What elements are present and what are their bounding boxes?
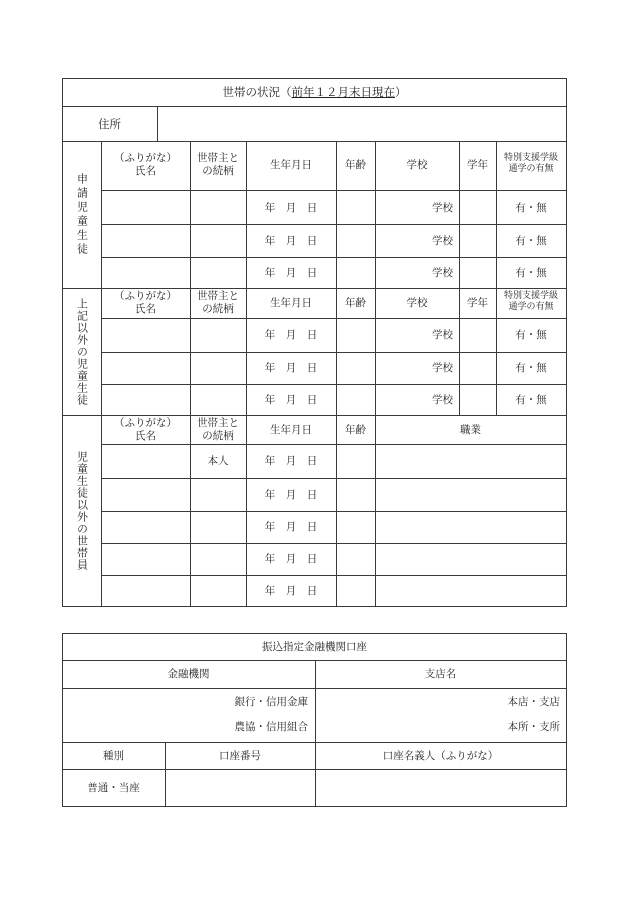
address-label: 住所 <box>98 117 121 131</box>
special-yes-no[interactable]: 有・無 <box>515 362 547 374</box>
school-suffix: 学校 <box>432 202 453 214</box>
birth-ymd: 年 月 日 <box>264 553 318 565</box>
account-number-header: 口座番号 <box>219 750 261 762</box>
birth-ymd: 年 月 日 <box>264 267 318 279</box>
birth-ymd: 年 月 日 <box>264 489 318 501</box>
title-prefix: 世帯の状況（ <box>222 85 292 99</box>
col-birth-header: 生年月日 <box>270 424 312 436</box>
special-yes-no[interactable]: 有・無 <box>515 329 547 341</box>
col-occupation-header: 職業 <box>460 424 481 436</box>
bank-section-title: 振込指定金融機関口座 <box>262 641 367 653</box>
school-suffix: 学校 <box>432 362 453 374</box>
branch-header: 支店名 <box>424 668 457 680</box>
branch-type-option-1[interactable]: 本店・支店 <box>507 696 560 708</box>
col-birth-header: 生年月日 <box>270 159 312 171</box>
account-holder-header: 口座名義人（ふりがな） <box>382 750 499 762</box>
birth-ymd: 年 月 日 <box>264 329 318 341</box>
special-yes-no[interactable]: 有・無 <box>515 267 547 279</box>
title-date-note: 前年１２月末日現在 <box>291 85 395 99</box>
col-age-header: 年齢 <box>345 424 366 436</box>
institution-header: 金融機関 <box>167 668 210 680</box>
title-suffix: ） <box>395 85 407 99</box>
col-school-header: 学校 <box>406 159 428 171</box>
school-suffix: 学校 <box>432 329 453 341</box>
birth-ymd: 年 月 日 <box>264 202 318 214</box>
account-kind-header: 種別 <box>103 750 124 762</box>
col-name-header: （ふりがな） 氏名 <box>114 417 177 443</box>
school-suffix: 学校 <box>432 235 453 247</box>
col-relation-header: 世帯主と の続柄 <box>197 290 239 316</box>
col-birth-header: 生年月日 <box>270 297 312 309</box>
birth-ymd: 年 月 日 <box>264 394 318 406</box>
col-special-header: 特別支援学級 通学の有無 <box>503 153 558 175</box>
bank-type-option-1[interactable]: 銀行・信用金庫 <box>234 696 308 708</box>
col-age-header: 年齢 <box>345 159 366 171</box>
school-suffix: 学校 <box>432 394 453 406</box>
account-number-field[interactable] <box>166 770 315 806</box>
birth-ymd: 年 月 日 <box>264 521 318 533</box>
section-other-students: 上記以外の児童生徒 <box>75 298 89 406</box>
bank-type-option-2[interactable]: 農協・信用組合 <box>234 721 308 733</box>
col-relation-header: 世帯主と の続柄 <box>197 417 239 443</box>
col-name-header: （ふりがな） 氏名 <box>114 152 177 178</box>
birth-ymd: 年 月 日 <box>264 235 318 247</box>
col-school-header: 学校 <box>406 297 428 309</box>
special-yes-no[interactable]: 有・無 <box>515 394 547 406</box>
form-title <box>62 85 567 99</box>
birth-ymd: 年 月 日 <box>264 455 318 467</box>
school-suffix: 学校 <box>432 267 453 279</box>
account-kind-options[interactable]: 普通・当座 <box>87 782 140 794</box>
special-yes-no[interactable]: 有・無 <box>515 202 547 214</box>
relation-self: 本人 <box>207 455 229 467</box>
col-special-header: 特別支援学級 通学の有無 <box>503 291 558 313</box>
account-holder-field[interactable] <box>316 770 566 806</box>
col-grade-header: 学年 <box>467 297 488 309</box>
branch-type-option-2[interactable]: 本所・支所 <box>507 721 560 733</box>
section-other-members: 児童生徒以外の世帯員 <box>75 451 89 571</box>
address-field[interactable] <box>158 107 566 141</box>
col-age-header: 年齢 <box>345 297 366 309</box>
birth-ymd: 年 月 日 <box>264 585 318 597</box>
col-relation-header: 世帯主と の続柄 <box>197 152 239 178</box>
section-applicant-students: 申請児童生徒 <box>75 173 89 257</box>
birth-ymd: 年 月 日 <box>264 362 318 374</box>
col-grade-header: 学年 <box>467 159 488 171</box>
special-yes-no[interactable]: 有・無 <box>515 235 547 247</box>
col-name-header: （ふりがな） 氏名 <box>114 290 177 316</box>
